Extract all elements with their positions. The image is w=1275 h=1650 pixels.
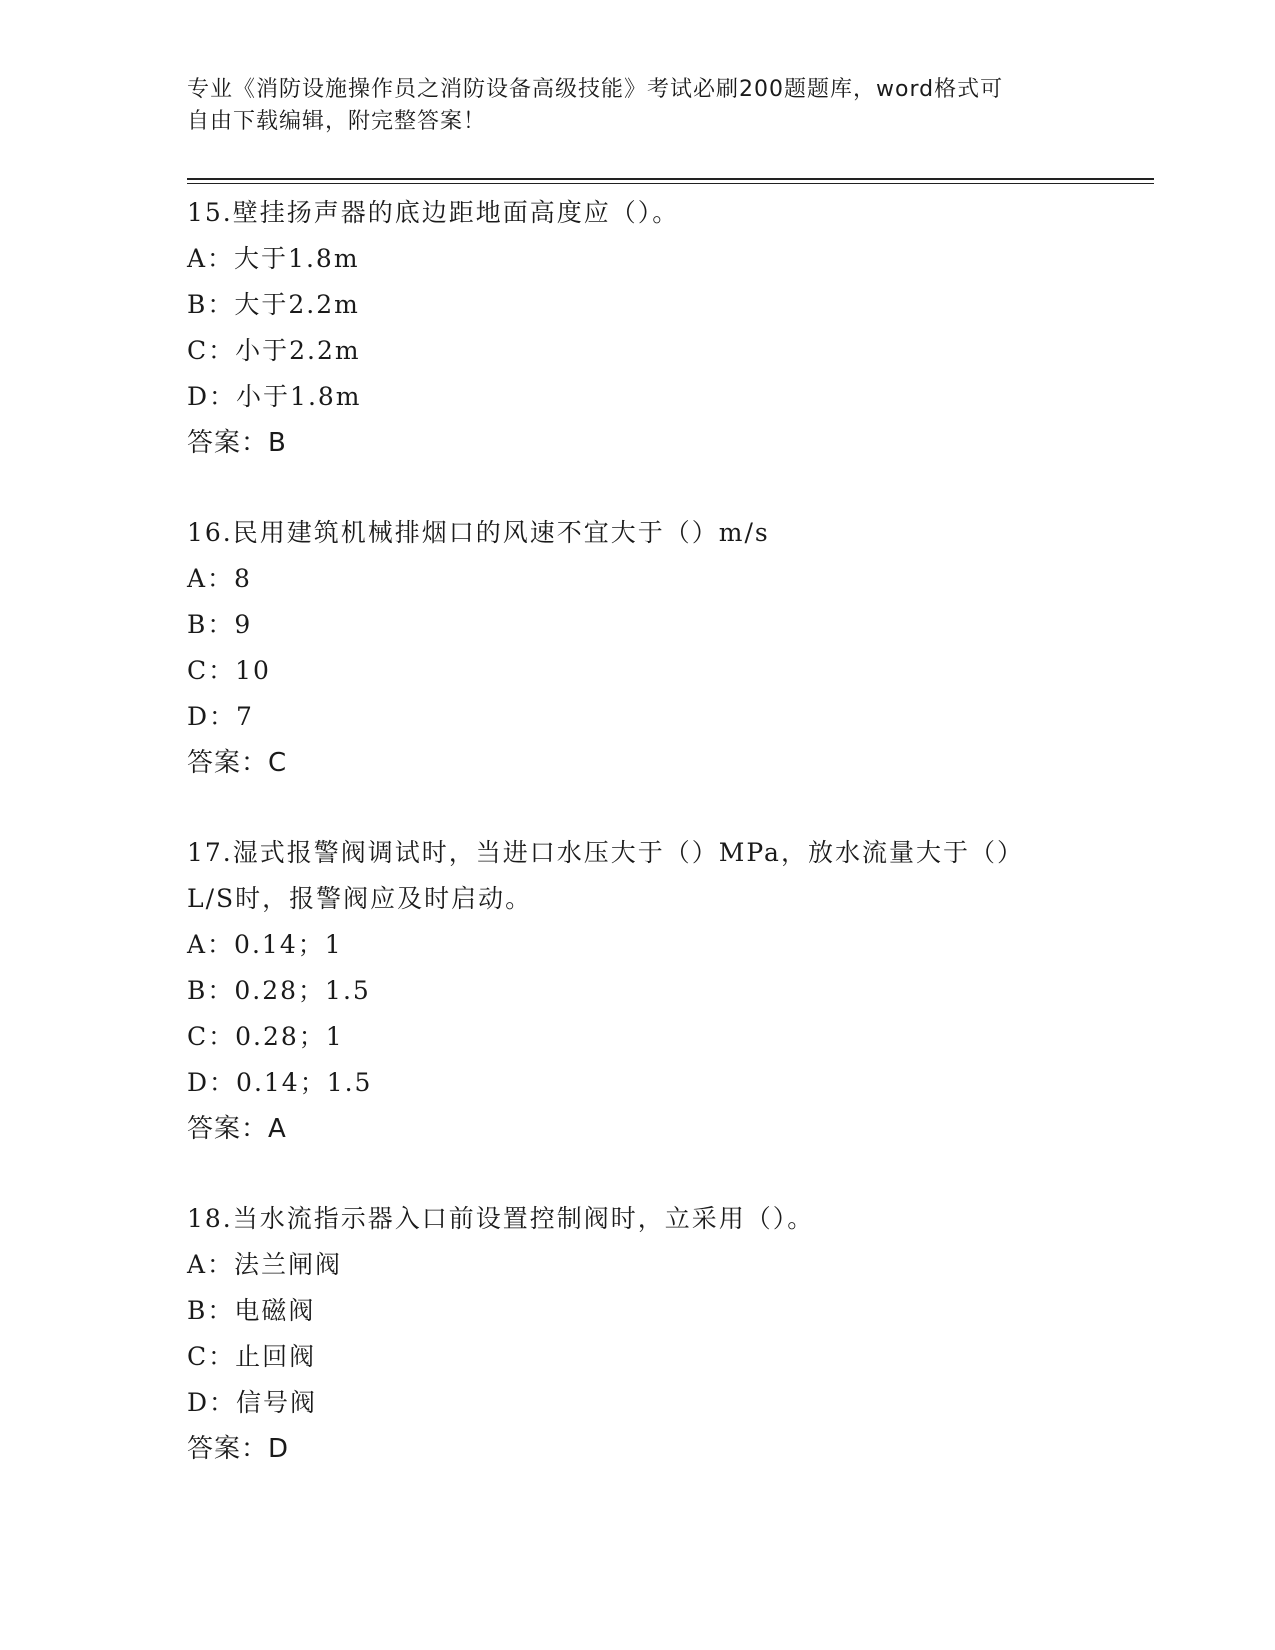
option-c: C：止回阀	[187, 1342, 317, 1371]
option-c: C：小于2.2m	[187, 336, 361, 365]
option-a: A：0.14；1	[187, 930, 343, 959]
option-c: C：0.28；1	[187, 1022, 344, 1051]
option-b: B：电磁阀	[187, 1296, 316, 1325]
question-18	[187, 1196, 1147, 1472]
question-text-continued: L/S时，报警阀应及时启动。	[187, 884, 533, 913]
option-b: B：9	[187, 610, 253, 639]
option-a: A：8	[187, 564, 252, 593]
answer-label: 答案：A	[187, 1114, 287, 1144]
question-text: 18.当水流指示器入口前设置控制阀时，立采用（）。	[187, 1204, 815, 1233]
option-b: B：大于2.2m	[187, 290, 360, 319]
question-16	[187, 510, 1147, 786]
header-line-1: 专业《消防设施操作员之消防设备高级技能》考试必刷200题题库，word格式可	[187, 77, 1004, 102]
option-d: D：信号阀	[187, 1388, 318, 1417]
option-c: C：10	[187, 656, 271, 685]
header-divider	[187, 178, 1154, 184]
option-b: B：0.28；1.5	[187, 976, 371, 1005]
question-17	[187, 830, 1147, 1152]
question-text: 17.湿式报警阀调试时，当进口水压大于（）MPa，放水流量大于（）	[187, 838, 1024, 867]
question-15	[187, 190, 1147, 466]
header-line-2: 自由下载编辑，附完整答案！	[187, 109, 487, 134]
option-d: D：小于1.8m	[187, 382, 362, 411]
answer-label: 答案：B	[187, 428, 287, 458]
answer-label: 答案：C	[187, 748, 288, 778]
option-d: D：7	[187, 702, 254, 731]
document-header	[187, 74, 1087, 138]
option-a: A：法兰闸阀	[187, 1250, 343, 1279]
option-d: D：0.14；1.5	[187, 1068, 373, 1097]
question-text: 15.壁挂扬声器的底边距地面高度应（）。	[187, 198, 680, 227]
question-text: 16.民用建筑机械排烟口的风速不宜大于（）m/s	[187, 518, 770, 547]
answer-label: 答案：D	[187, 1434, 290, 1464]
question-list	[187, 190, 1147, 1472]
option-a: A：大于1.8m	[187, 244, 360, 273]
